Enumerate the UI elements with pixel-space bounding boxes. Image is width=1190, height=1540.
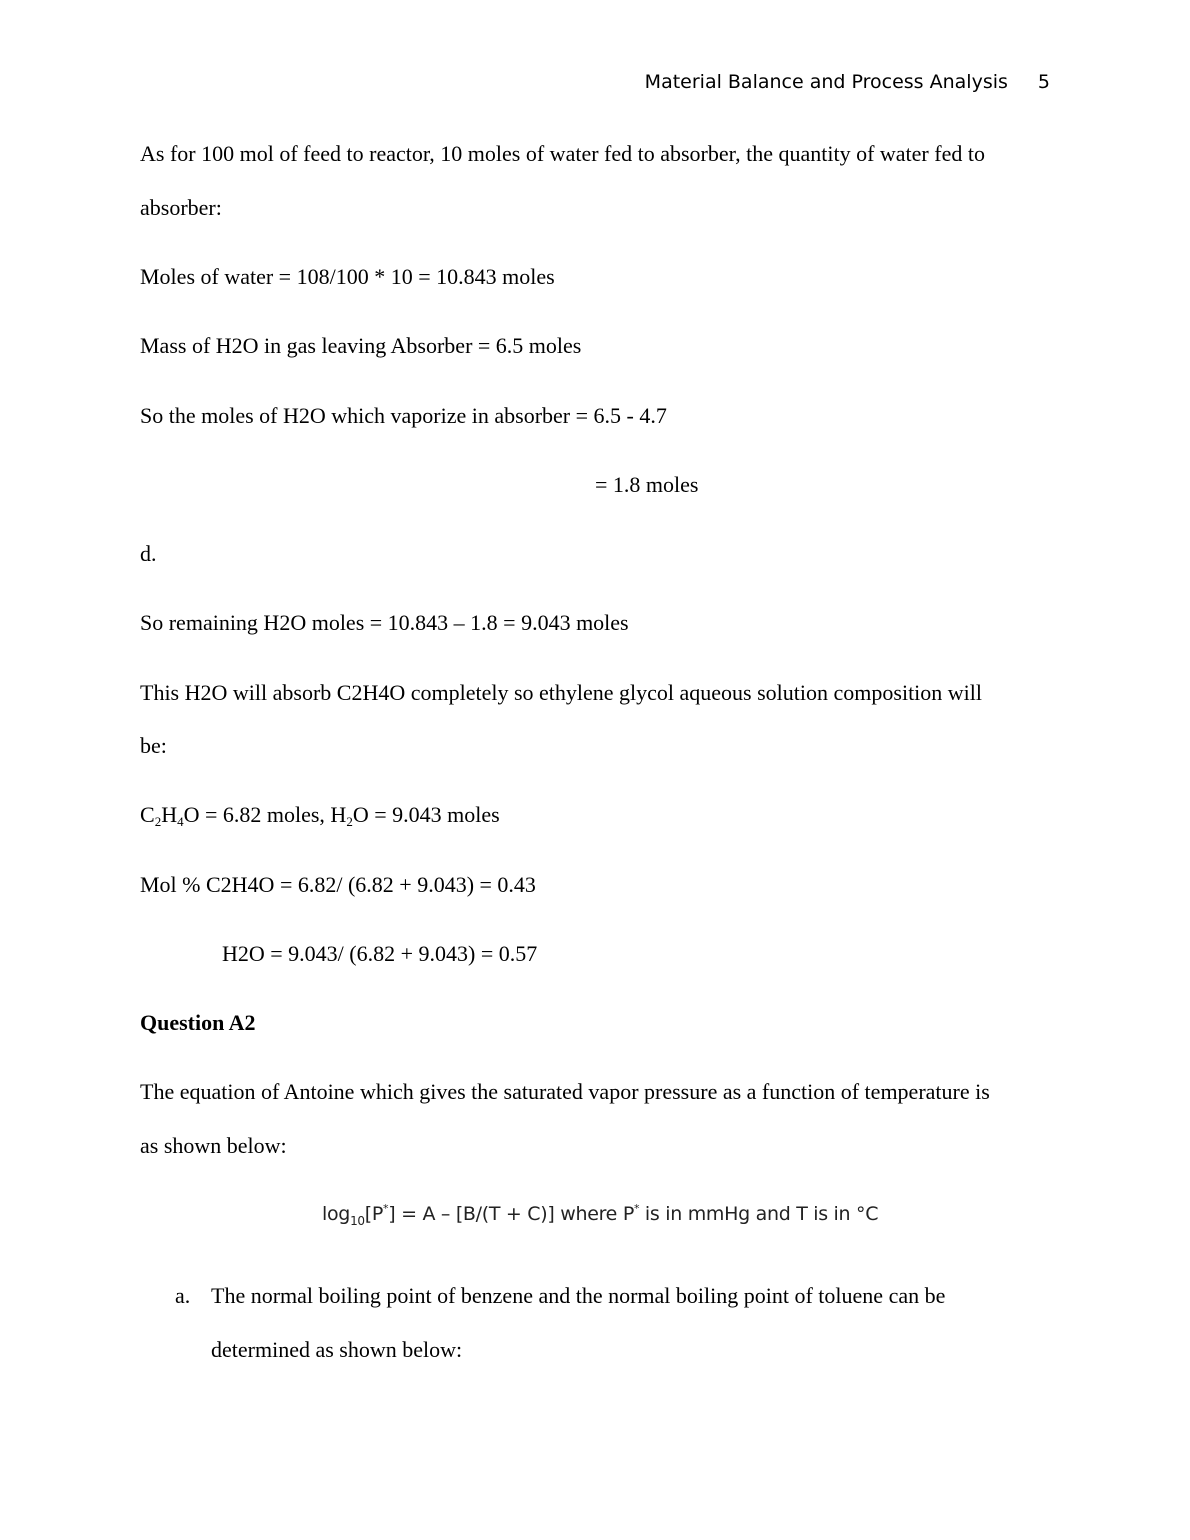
vaporize-line: So the moles of H2O which vaporize in absorber = 6.5 - 4.7 <box>140 403 667 428</box>
h2o-subscript: 2 <box>346 814 353 829</box>
c-subscript: 2 <box>154 814 162 829</box>
page-number: 5 <box>1037 71 1050 93</box>
running-title: Material Balance and Process Analysis <box>644 71 1008 93</box>
formula-star: * <box>383 1202 389 1215</box>
formula-star-2: * <box>633 1202 640 1215</box>
absorb-line-2: be: <box>140 733 167 758</box>
list-item-a-line-2: determined as shown below: <box>211 1337 463 1362</box>
h2o-value-text: O = 9.043 moles <box>352 802 500 827</box>
list-item-a-line-1: The normal boiling point of benzene and the normal boiling point of toluene can be <box>211 1283 946 1308</box>
formula-log: log <box>322 1203 351 1225</box>
c2h4o-value-text: O = 6.82 moles, H <box>183 802 347 827</box>
h-symbol: H <box>161 802 178 827</box>
absorb-line-1: This H2O will absorb C2H4O completely so ethylene glycol aqueous solution composition will <box>140 680 983 705</box>
c-symbol: C <box>140 802 155 827</box>
list-marker-a: a. <box>175 1283 191 1308</box>
page-header <box>645 71 1050 93</box>
vaporize-result-line: = 1.8 moles <box>595 472 699 497</box>
formula-middle: ] = A – [B/(T + C)] where P <box>388 1203 634 1225</box>
composition-line <box>140 802 500 828</box>
mol-percent-h2o-line: H2O = 9.043/ (6.82 + 9.043) = 0.57 <box>222 941 538 966</box>
mass-h2o-line: Mass of H2O in gas leaving Absorber = 6.5 moles <box>140 333 582 358</box>
antoine-line-1: The equation of Antoine which gives the saturated vapor pressure as a function of temperature is <box>140 1079 990 1104</box>
formula-log-base: 10 <box>350 1214 365 1228</box>
question-a2-heading: Question A2 <box>140 1010 256 1035</box>
paragraph-feed-line-1: As for 100 mol of feed to reactor, 10 moles of water fed to absorber, the quantity of water fed to <box>140 141 985 166</box>
moles-of-water-line: Moles of water = 108/100 * 10 = 10.843 moles <box>140 264 555 289</box>
antoine-equation <box>322 1202 879 1228</box>
formula-end: is in mmHg and T is in °C <box>639 1203 879 1225</box>
part-d-label: d. <box>140 541 157 566</box>
antoine-line-2: as shown below: <box>140 1133 287 1158</box>
remaining-h2o-line: So remaining H2O moles = 10.843 – 1.8 = 9.043 moles <box>140 610 629 635</box>
h-subscript: 4 <box>177 814 184 829</box>
formula-p-open: [P <box>364 1203 384 1225</box>
mol-percent-c2h4o-line: Mol % C2H4O = 6.82/ (6.82 + 9.043) = 0.43 <box>140 872 536 897</box>
paragraph-feed-line-2: absorber: <box>140 195 222 220</box>
